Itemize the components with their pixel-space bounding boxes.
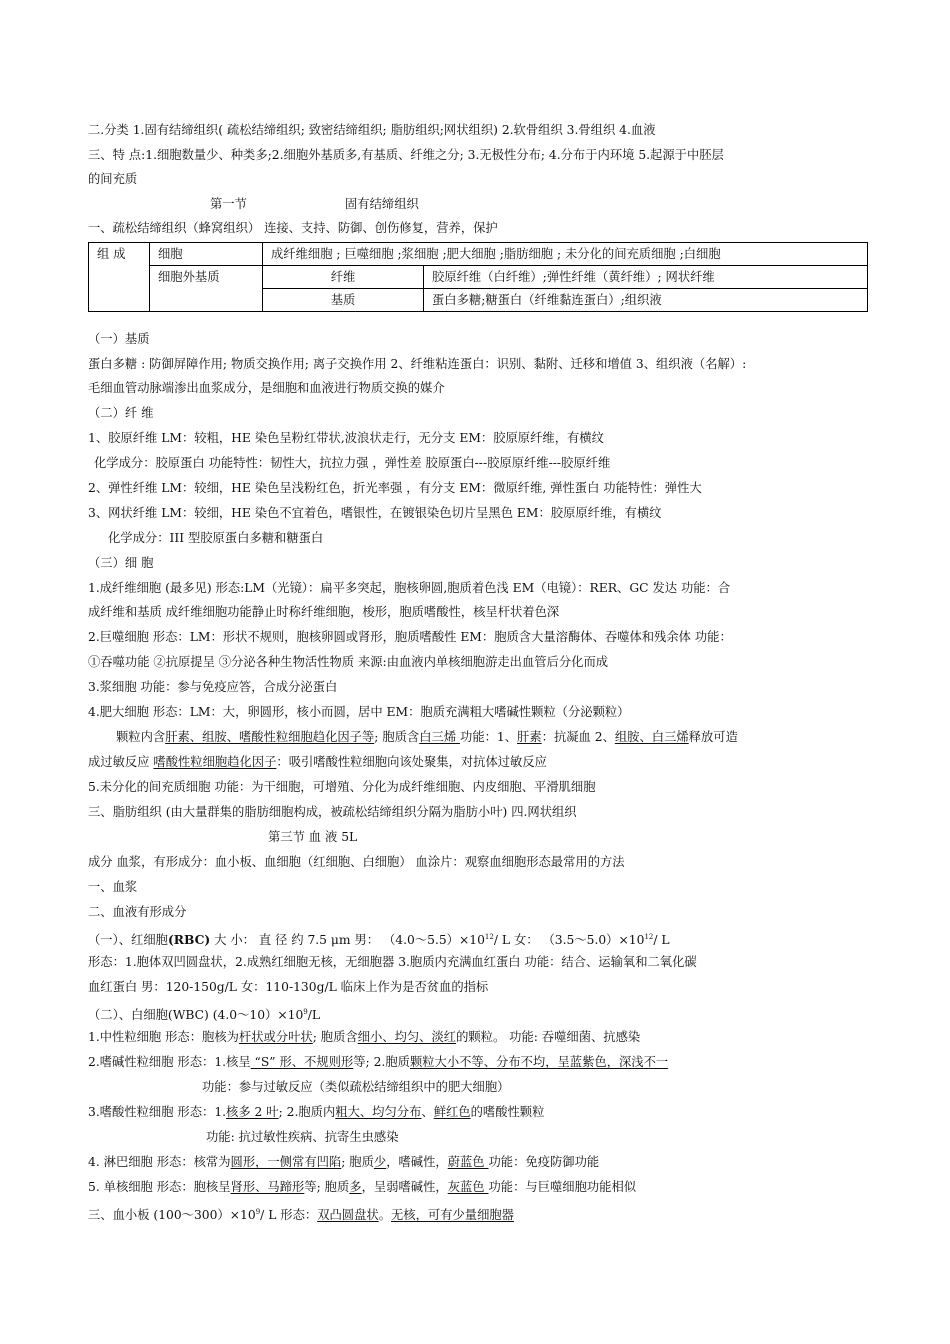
cells-heading: （三）细 胞 xyxy=(88,556,154,570)
text-span: 1.中性粒细胞 形态：胞核为 xyxy=(88,1030,239,1044)
reticular-chemistry-line: 化学成分：III 型胶原蛋白多糖和糖蛋白 xyxy=(108,531,324,545)
underlined-term: 核多 2 叶 xyxy=(226,1105,279,1119)
underlined-term: 嗜酸性粒细胞趋化因子 xyxy=(153,755,277,769)
matrix-line-continued: 毛细血管动脉端渗出血浆成分，是细胞和血液进行物质交换的媒介 xyxy=(88,381,445,395)
fibroblast-line-continued: 成纤维和基质 成纤维细胞功能静止时称纤维细胞，梭形，胞质嗜酸性，核呈杆状着色深 xyxy=(88,605,560,619)
underlined-term: 粗大、均匀分布 xyxy=(335,1105,422,1119)
underlined-term: 组胺、白三烯 xyxy=(614,730,689,744)
exponent: 9 xyxy=(255,1208,261,1216)
underlined-term: 蔚蓝色 xyxy=(447,1155,489,1169)
text-span: 颗粒内含 xyxy=(116,730,166,744)
text-span: 释放可造 xyxy=(688,730,738,744)
table-fiber-label: 纤维 xyxy=(263,266,424,289)
hemoglobin-line: 血红蛋白 男：120-150g/L 女：110-130g/L 临床上作为是否贫血的指标 xyxy=(88,980,489,994)
features-line: 三、特 点:1.细胞数量少、种类多;2.细胞外基质多,有基质、纤维之分; 3.无极性分布; 4.分布于内环境 5.起源于中胚层 xyxy=(88,148,724,162)
underlined-term: 肾形、马蹄形 xyxy=(230,1180,305,1194)
text-span: 成过敏反应 xyxy=(88,755,154,769)
features-line-continued: 的间充质 xyxy=(88,172,138,186)
text-span: （二）、白细胞(WBC) (4.0～10）×10 xyxy=(88,1008,304,1023)
underlined-term: 肝素、组胺、嗜酸性粒细胞趋化因子等 xyxy=(165,730,375,744)
exponent: 12 xyxy=(644,933,654,941)
text-span: ，嗜碱性， xyxy=(386,1155,448,1169)
basophil-line xyxy=(88,1054,668,1070)
matrix-line: 蛋白多糖 : 防御屏障作用; 物质交换作用; 离子交换作用 2、纤维粘连蛋白：识别、黏附、迁移和增值 3、组织液（名解）: xyxy=(88,357,747,371)
text-span: ; 胞质含 xyxy=(374,730,420,744)
macrophage-line: 2.巨噬细胞 形态：LM：形状不规则，胞核卵圆或肾形，胞质嗜酸性 EM：胞质含大量溶酶体、吞噬体和残余体 功能： xyxy=(88,630,732,644)
reticular-fiber-line: 3、网状纤维 LM：较细，HE 染色不宜着色，嗜银性，在镀银染色切片呈黑色 EM：胶原原纤维，有横纹 xyxy=(88,506,662,520)
loose-tissue-intro: 一、疏松结缔组织（蜂窝组织） 连接、支持、防御、创伤修复，营养，保护 xyxy=(88,221,498,235)
underlined-term: 鲜红色 xyxy=(433,1105,471,1119)
mesenchymal-cell-line: 5.未分化的间充质细胞 功能：为干细胞，可增殖、分化为成纤维细胞、内皮细胞、平滑肌细胞 xyxy=(88,780,596,794)
bold-term: (RBC) xyxy=(167,932,211,948)
text-span: 4. 淋巴细胞 形态：核常为 xyxy=(88,1155,231,1169)
text-span: ，呈弱嗜碱性， xyxy=(361,1180,448,1194)
underlined-term: 白三烯 xyxy=(419,730,461,744)
underlined-term: 多 xyxy=(349,1180,362,1194)
rbc-morphology-line: 形态：1.胞体双凹圆盘状，2.成熟红细胞无核，无细胞器 3.胞质内充满血红蛋白 功能：结合、运输氧和二氧化碳 xyxy=(88,955,697,969)
mast-cell-granules-line-continued xyxy=(88,754,547,770)
text-span: 的嗜酸性颗粒 xyxy=(470,1105,545,1119)
mast-cell-line: 4.肥大细胞 形态：LM：大，卵圆形，核小而圆，居中 EM：胞质充满粗大嗜碱性颗粒（分泌颗粒） xyxy=(88,705,630,719)
adipose-tissue-line: 三、脂肪组织 (由大量群集的脂肪细胞构成，被疏松结缔组织分隔为脂肪小叶) 四.网状组织 xyxy=(88,805,577,819)
underlined-term: 灰蓝色 xyxy=(447,1180,489,1194)
text-span: 5. 单核细胞 形态：胞核呈 xyxy=(88,1180,231,1194)
table-matrix-label: 基质 xyxy=(263,289,424,312)
underlined-term: 颗粒大小不等、分布不均，呈蓝紫色，深浅不一 xyxy=(409,1055,669,1069)
lymphocyte-line xyxy=(88,1154,599,1170)
table-matrix-value: 蛋白多糖;糖蛋白（纤维黏连蛋白）;组织液 xyxy=(424,289,868,312)
eosinophil-line xyxy=(88,1104,544,1120)
underlined-term: 少 xyxy=(373,1155,387,1169)
table-cell-label: 细胞 xyxy=(150,243,263,266)
text-span: 功能：与巨噬细胞功能相似 xyxy=(488,1180,637,1194)
text-span: 等; 2.胞质 xyxy=(353,1055,410,1069)
text-span: 等; 胞质 xyxy=(304,1180,350,1194)
mast-cell-granules-line xyxy=(116,729,738,745)
eosinophil-function-line: 功能: 抗过敏性疾病、抗寄生虫感染 xyxy=(206,1130,399,1144)
section-title-number: 第一节 xyxy=(210,197,247,211)
rbc-line xyxy=(88,929,670,948)
section-title: 第三节 血 液 5L xyxy=(268,830,358,844)
text-span: ; 2.胞质内 xyxy=(278,1105,336,1119)
underlined-term: “S” 形、不规则形 xyxy=(250,1055,354,1069)
table-fiber-value: 胶原纤维（白纤维）;弹性纤维（黄纤维）; 网状纤维 xyxy=(424,266,868,289)
text-span: ; 胞质 xyxy=(341,1155,374,1169)
text-span: 3.嗜酸性粒细胞 形态：1. xyxy=(88,1105,227,1119)
text-span: 大 小： 直 径 约 7.5 μm 男： （4.0～5.5）×10 xyxy=(210,933,485,948)
exponent: 9 xyxy=(303,1008,308,1016)
classification-line: 二.分类 1.固有结缔组织( 疏松结缔组织; 致密结缔组织; 脂肪组织;网状组织) 2.软骨组织 3.骨组织 4.血液 xyxy=(88,123,656,137)
text-span: / L xyxy=(653,933,670,948)
neutrophil-line xyxy=(88,1029,640,1045)
table-cell-value: 成纤维细胞 ; 巨噬细胞 ;浆细胞 ;肥大细胞 ;脂肪细胞 ; 未分化的间充质细胞 ;白细胞 xyxy=(263,243,868,266)
wbc-heading xyxy=(88,1004,320,1023)
text-span: 。 xyxy=(378,1208,391,1223)
text-span: /L xyxy=(307,1008,321,1023)
exponent: 12 xyxy=(484,933,494,941)
collagen-fiber-line: 1、胶原纤维 LM：较粗，HE 染色呈粉红带状,波浪状走行，无分支 EM：胶原原纤维，有横纹 xyxy=(88,431,604,445)
text-span: 功能：1、 xyxy=(460,730,518,744)
text-span: 三、血小板 (100～300）×10 xyxy=(88,1208,256,1223)
platelet-line xyxy=(88,1204,514,1223)
monocyte-line xyxy=(88,1179,636,1195)
underlined-term: 细小、均匀、淡红 xyxy=(357,1030,457,1044)
text-span: / L 女： （3.5～5.0）×10 xyxy=(493,933,645,948)
fibroblast-line: 1.成纤维细胞 (最多见) 形态:LM（光镜）：扁平多突起，胞核卵圆,胞质着色浅 EM（电镜）：RER、GC 发达 功能：合 xyxy=(88,581,731,595)
text-span: ; 胞质含 xyxy=(312,1030,358,1044)
composition-table xyxy=(88,242,868,312)
section-title: 固有结缔组织 xyxy=(345,197,419,211)
underlined-term: 杆状或分叶状 xyxy=(238,1030,313,1044)
text-span: 功能：免疫防御功能 xyxy=(488,1155,600,1169)
text-span: 、 xyxy=(421,1105,434,1119)
table-composition-label: 组 成 xyxy=(89,243,150,312)
text-span: 2.嗜碱性粒细胞 形态：1.核呈 xyxy=(88,1055,251,1069)
underlined-term: 圆形，一侧常有凹陷 xyxy=(230,1155,342,1169)
plasma-cell-line: 3.浆细胞 功能：参与免疫应答，合成分泌蛋白 xyxy=(88,680,338,694)
text-span: ：吸引嗜酸性粒细胞向该处聚集，对抗体过敏反应 xyxy=(276,755,547,769)
macrophage-function-line: ①吞噬功能 ②抗原提呈 ③分泌各种生物活性物质 来源:由血液内单核细胞游走出血管后分化而成 xyxy=(88,655,609,669)
formed-elements-heading: 二、血液有形成分 xyxy=(88,905,187,919)
collagen-chemistry-line: 化学成分：胶原蛋白 功能特性：韧性大，抗拉力强 ，弹性差 胶原蛋白---胶原原纤维---胶原纤维 xyxy=(94,456,611,470)
text-span: ：抗凝血 2、 xyxy=(541,730,615,744)
table-ecm-label: 细胞外基质 xyxy=(150,266,263,312)
underlined-term: 肝素 xyxy=(517,730,542,744)
text-span: （一）、红细胞 xyxy=(88,933,168,948)
blood-composition-line: 成分 血浆，有形成分：血小板、血细胞（红细胞、白细胞） 血涂片：观察血细胞形态最常用的方法 xyxy=(88,855,625,869)
plasma-heading: 一、血浆 xyxy=(88,880,138,894)
matrix-heading: （一）基质 xyxy=(88,332,150,346)
text-span: / L 形态： xyxy=(260,1208,318,1223)
fibers-heading: （二）纤 维 xyxy=(88,406,154,420)
basophil-function-line: 功能：参与过敏反应（类似疏松结缔组织中的肥大细胞） xyxy=(202,1080,510,1094)
underlined-term: 双凸圆盘状 xyxy=(317,1208,379,1223)
text-span: 的颗粒。 功能: 吞噬细菌、抗感染 xyxy=(456,1030,641,1044)
elastic-fiber-line: 2、弹性纤维 LM：较细，HE 染色呈浅粉红色，折光率强 ，有分支 EM：微原纤维, 弹性蛋白 功能特性：弹性大 xyxy=(88,481,702,495)
underlined-term: 无核，可有少量细胞器 xyxy=(391,1208,514,1223)
